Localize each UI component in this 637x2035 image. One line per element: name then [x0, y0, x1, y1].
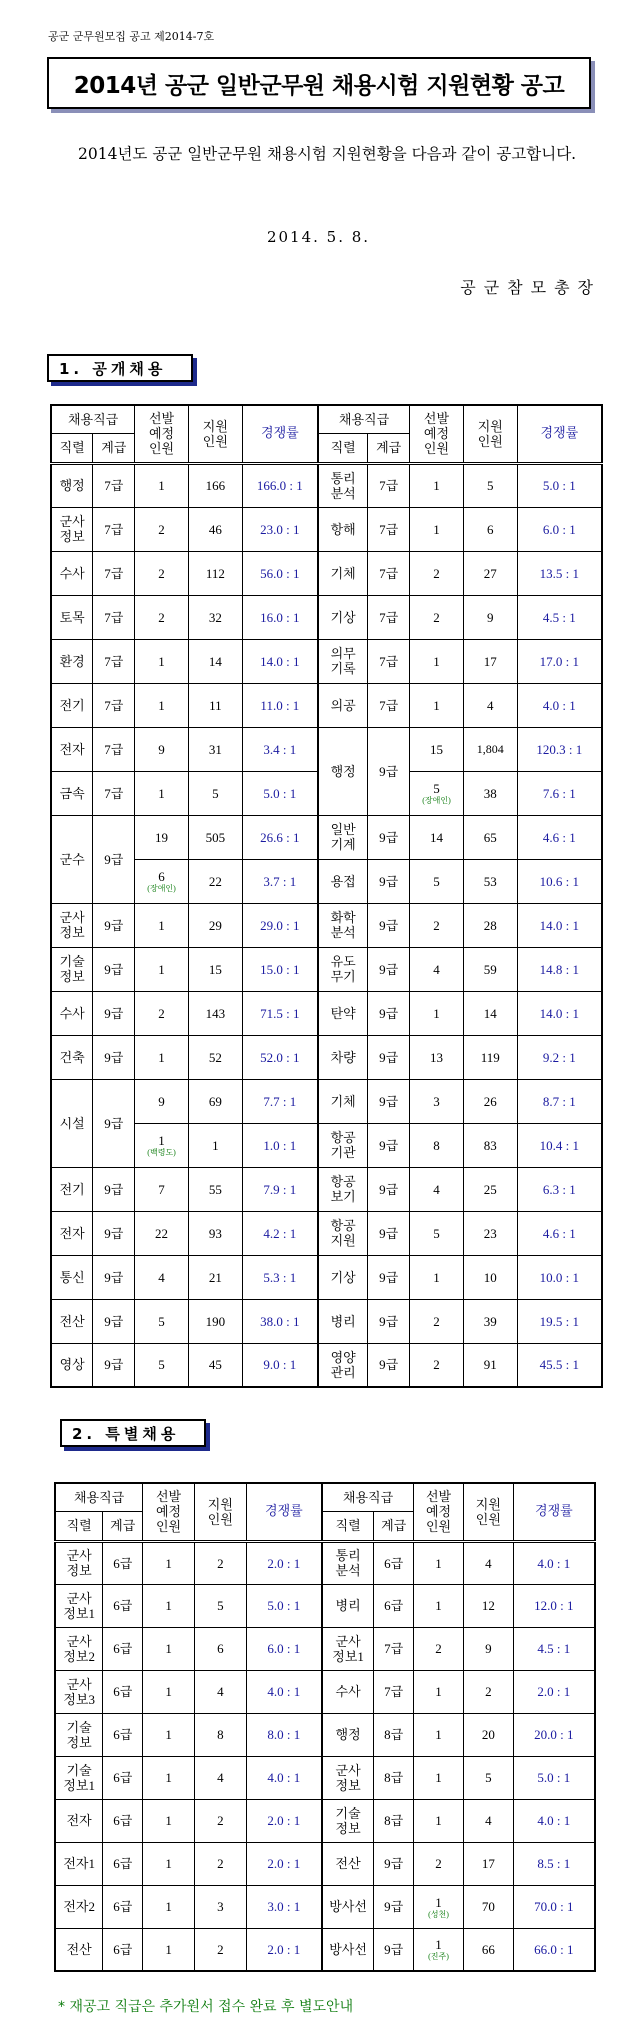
table-row: 6 (장애인) 22 3.7 : 1 용접 9급 5 53 10.6 : 1: [51, 859, 602, 903]
table-row: 시설 9급 9 69 7.7 : 1 기체 9급 3 26 8.7 : 1: [51, 1079, 602, 1123]
table-row: 전기 9급 7 55 7.9 : 1 항공 보기 9급 4 25 6.3 : 1: [51, 1167, 602, 1211]
table-row: 기술 정보 9급 1 15 15.0 : 1 유도 무기 9급 4 59 14.8 : 1: [51, 947, 602, 991]
table-row: 전자 6급 1 2 2.0 : 1 기술 정보 8급 1 4 4.0 : 1: [55, 1799, 595, 1842]
table-row: 영상 9급 5 45 9.0 : 1 영양 관리 9급 2 91 45.5 : 1: [51, 1343, 602, 1387]
table-row: 전자 7급 9 31 3.4 : 1 행정 9급 15 1,804 120.3 : 1: [51, 727, 602, 771]
table-row: 행정 7급 1 166 166.0 : 1 통리 분석 7급 1 5 5.0 : 1: [51, 463, 602, 507]
table-row: 군사 정보1 6급 1 5 5.0 : 1 병리 6급 1 12 12.0 : 1: [55, 1584, 595, 1627]
table-row: 전산 9급 5 190 38.0 : 1 병리 9급 2 39 19.5 : 1: [51, 1299, 602, 1343]
table-row: 통신 9급 4 21 5.3 : 1 기상 9급 1 10 10.0 : 1: [51, 1255, 602, 1299]
table-row: 수사 7급 2 112 56.0 : 1 기체 7급 2 27 13.5 : 1: [51, 551, 602, 595]
table-row: 군사 정보 7급 2 46 23.0 : 1 항해 7급 1 6 6.0 : 1: [51, 507, 602, 551]
header-applicants: 지원 인원: [188, 405, 242, 463]
header-rate: 경쟁률: [246, 1483, 322, 1541]
notice-number: 공군 군무원모집 공고 제2014-7호: [48, 30, 215, 43]
table-row: 환경 7급 1 14 14.0 : 1 의무 기록 7급 1 17 17.0 : 1: [51, 639, 602, 683]
header-applicants: 지원 인원: [194, 1483, 246, 1541]
table-row: 토목 7급 2 32 16.0 : 1 기상 7급 2 9 4.5 : 1: [51, 595, 602, 639]
header-grade: 계급: [374, 1511, 414, 1541]
header-job: 채용직급: [322, 1483, 414, 1511]
table-row: 전기 7급 1 11 11.0 : 1 의공 7급 1 4 4.0 : 1: [51, 683, 602, 727]
table-row: 군수 9급 19 505 26.6 : 1 일반 기계 9급 14 65 4.6 : 1: [51, 815, 602, 859]
header-planned: 선발 예정 인원: [414, 1483, 464, 1541]
header-title: 직렬: [55, 1511, 103, 1541]
header-title: 직렬: [318, 433, 368, 463]
open-recruitment-table: [50, 404, 603, 1388]
table-row: 전자2 6급 1 3 3.0 : 1 방사선 9급 1 (성천) 70 70.0 : 1: [55, 1885, 595, 1928]
header-planned: 선발 예정 인원: [135, 405, 189, 463]
header-rate: 경쟁률: [242, 405, 318, 463]
table-row: 군사 정보 9급 1 29 29.0 : 1 화학 분석 9급 2 28 14.0 : 1: [51, 903, 602, 947]
table-row: 금속 7급 1 5 5.0 : 1 5 (장애인) 38 7.6 : 1: [51, 771, 602, 815]
header-grade: 계급: [368, 433, 410, 463]
header-title: 직렬: [51, 433, 93, 463]
issuer: 공군참모총장: [460, 278, 601, 297]
table-row: 기술 정보 6급 1 8 8.0 : 1 행정 8급 1 20 20.0 : 1: [55, 1713, 595, 1756]
section-heading-special: 2. 특별채용: [60, 1419, 206, 1447]
table-row: 군사 정보3 6급 1 4 4.0 : 1 수사 7급 1 2 2.0 : 1: [55, 1670, 595, 1713]
header-rate: 경쟁률: [517, 405, 602, 463]
table-row: 전산 6급 1 2 2.0 : 1 방사선 9급 1 (진주) 66 66.0 : 1: [55, 1928, 595, 1971]
header-grade: 계급: [103, 1511, 143, 1541]
header-planned: 선발 예정 인원: [143, 1483, 195, 1541]
special-recruitment-table: [54, 1482, 596, 1972]
footnote: * 재공고 직급은 추가원서 접수 완료 후 별도안내: [58, 1999, 354, 2015]
header-planned: 선발 예정 인원: [410, 405, 464, 463]
table-row: 전자 9급 22 93 4.2 : 1 항공 지원 9급 5 23 4.6 : 1: [51, 1211, 602, 1255]
intro-text: 2014년도 공군 일반군무원 채용시험 지원현황을 다음과 같이 공고합니다.: [78, 145, 577, 163]
table-row: 전자1 6급 1 2 2.0 : 1 전산 9급 2 17 8.5 : 1: [55, 1842, 595, 1885]
table-row: 군사 정보2 6급 1 6 6.0 : 1 군사 정보1 7급 2 9 4.5 : 1: [55, 1627, 595, 1670]
header-applicants: 지원 인원: [463, 1483, 513, 1541]
page-title: 2014년 공군 일반군무원 채용시험 지원현황 공고: [73, 72, 565, 99]
header-job: 채용직급: [55, 1483, 143, 1511]
table-row: 건축 9급 1 52 52.0 : 1 차량 9급 13 119 9.2 : 1: [51, 1035, 602, 1079]
header-rate: 경쟁률: [513, 1483, 595, 1541]
header-grade: 계급: [93, 433, 135, 463]
section-heading-open: 1. 공개채용: [47, 354, 193, 382]
notice-date: 2014. 5. 8.: [266, 228, 371, 246]
table-row: 수사 9급 2 143 71.5 : 1 탄약 9급 1 14 14.0 : 1: [51, 991, 602, 1035]
table-row: 군사 정보 6급 1 2 2.0 : 1 통리 분석 6급 1 4 4.0 : 1: [55, 1541, 595, 1584]
page-title-box: [47, 57, 591, 109]
header-job: 채용직급: [318, 405, 410, 433]
header-title: 직렬: [322, 1511, 374, 1541]
header-job: 채용직급: [51, 405, 135, 433]
table-row: 기술 정보1 6급 1 4 4.0 : 1 군사 정보 8급 1 5 5.0 : 1: [55, 1756, 595, 1799]
table-row: 1 (백령도) 1 1.0 : 1 항공 기관 9급 8 83 10.4 : 1: [51, 1123, 602, 1167]
header-applicants: 지원 인원: [463, 405, 517, 463]
